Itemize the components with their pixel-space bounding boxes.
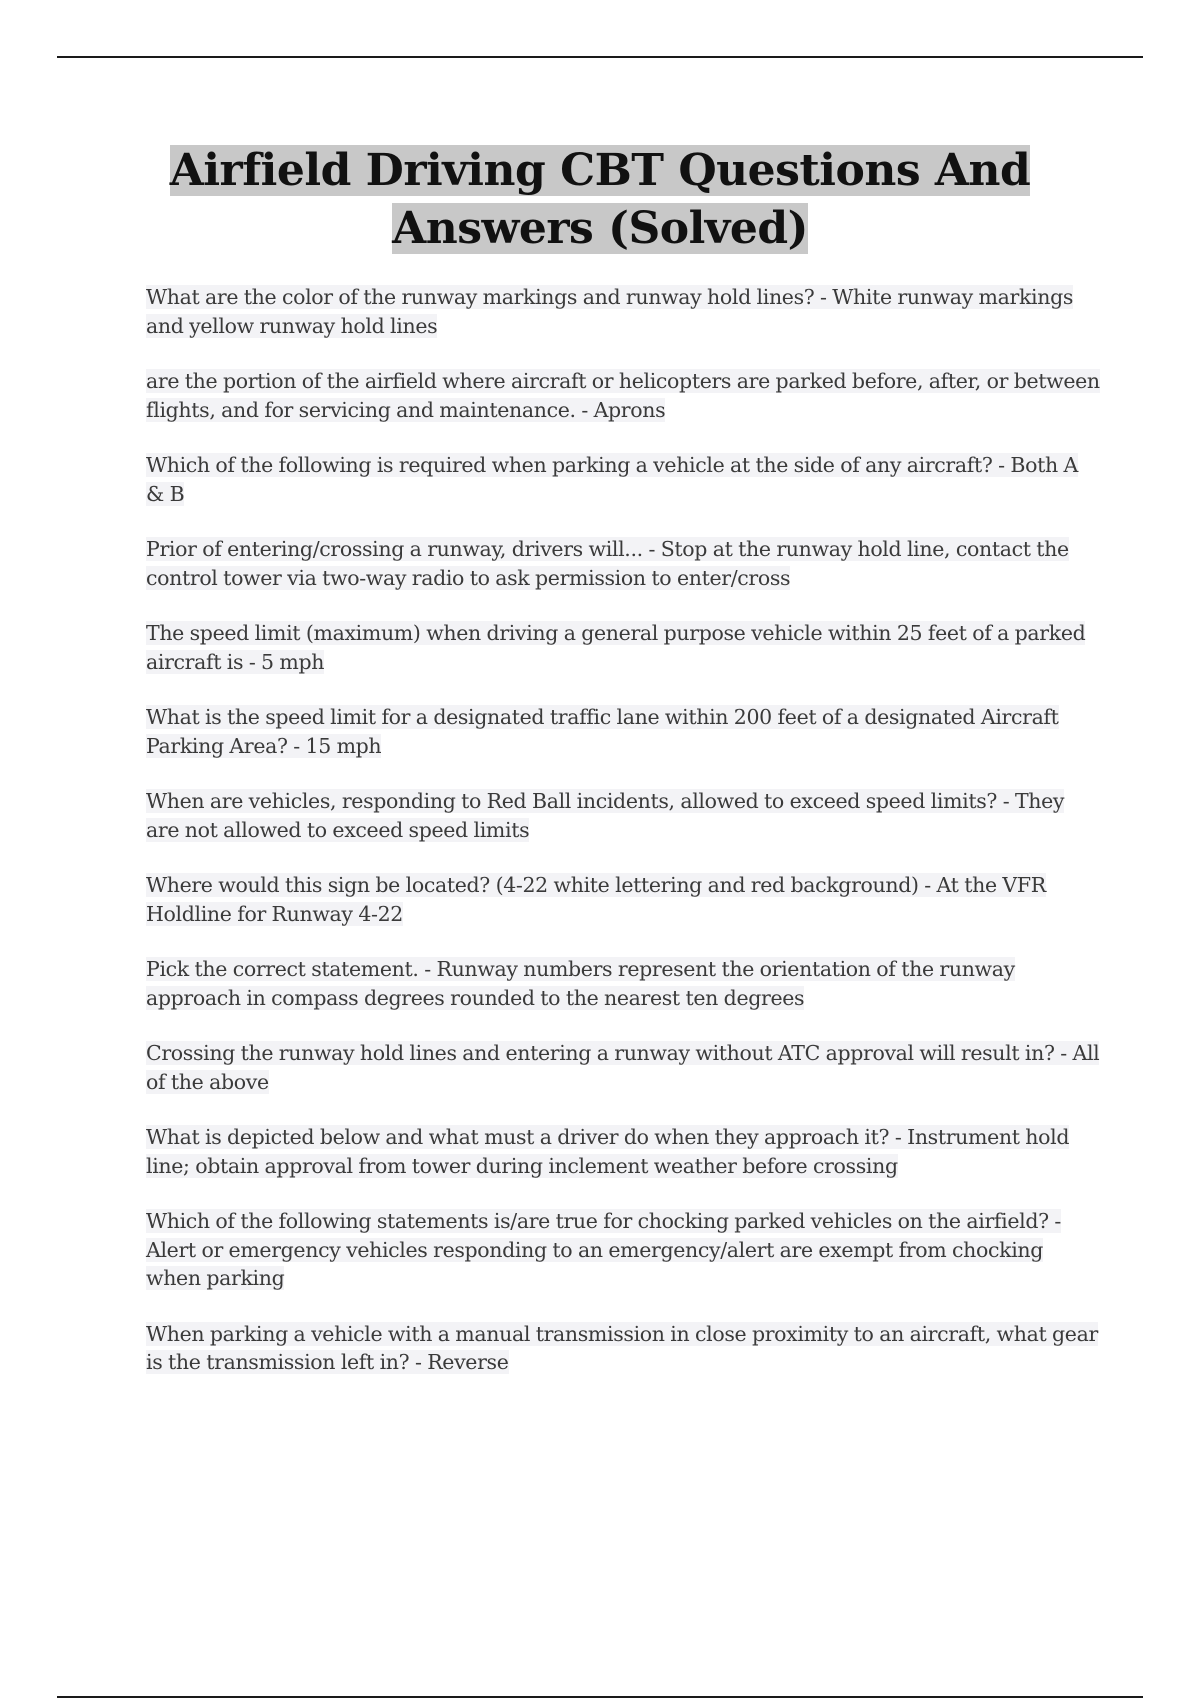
qa-item <box>146 535 1101 592</box>
qa-item <box>146 619 1101 676</box>
qa-text: When parking a vehicle with a manual transmission in close proximity to an aircraft, what gear is the transmission left in? - Reverse <box>146 1321 1098 1374</box>
qa-text: Pick the correct statement. - Runway numbers represent the orientation of the runway approach in compass degrees rounded to the nearest ten degrees <box>146 957 1015 1010</box>
qa-text: Which of the following is required when parking a vehicle at the side of any aircraft? - Both A & B <box>146 453 1078 506</box>
qa-text: Where would this sign be located? (4-22 white lettering and red background) - At the VFR Holdline for Runway 4-22 <box>146 873 1046 926</box>
qa-item <box>146 955 1101 1012</box>
qa-item <box>146 283 1101 340</box>
page-title: Airfield Driving CBT Questions And Answers (Solved) <box>169 145 1031 254</box>
bottom-rule <box>57 1696 1143 1698</box>
qa-text: are the portion of the airfield where aircraft or helicopters are parked before, after, or between flights, and for servicing and maintenance. - Aprons <box>146 369 1100 422</box>
qa-text: What is depicted below and what must a driver do when they approach it? - Instrument hold line; obtain approval from tower during inclement weather before crossing <box>146 1125 1070 1178</box>
qa-text: When are vehicles, responding to Red Ball incidents, allowed to exceed speed limits? - They are not allowed to exceed speed limits <box>146 789 1065 842</box>
qa-item <box>146 1320 1101 1377</box>
title-block <box>100 142 1100 258</box>
qa-list <box>146 283 1101 1404</box>
qa-item <box>146 1123 1101 1180</box>
qa-item <box>146 703 1101 760</box>
qa-item <box>146 871 1101 928</box>
top-rule <box>57 56 1143 58</box>
qa-text: What are the color of the runway markings and runway hold lines? - White runway markings and yellow runway hold lines <box>146 285 1074 338</box>
qa-text: The speed limit (maximum) when driving a general purpose vehicle within 25 feet of a parked aircraft is - 5 mph <box>146 621 1086 674</box>
qa-item <box>146 1207 1101 1293</box>
qa-item <box>146 787 1101 844</box>
qa-text: Prior of entering/crossing a runway, drivers will... - Stop at the runway hold line, contact the control tower via two-way radio to ask permission to enter/cross <box>146 537 1069 590</box>
qa-item <box>146 451 1101 508</box>
qa-text: What is the speed limit for a designated traffic lane within 200 feet of a designated Aircraft Parking Area? - 15 mph <box>146 705 1059 758</box>
qa-item <box>146 367 1101 424</box>
qa-item <box>146 1039 1101 1096</box>
qa-text: Which of the following statements is/are true for chocking parked vehicles on the airfield? - Alert or emergency vehicles responding to an emergency/alert are exempt from chocking when parking <box>146 1209 1061 1290</box>
qa-text: Crossing the runway hold lines and entering a runway without ATC approval will result in? - All of the above <box>146 1041 1100 1094</box>
